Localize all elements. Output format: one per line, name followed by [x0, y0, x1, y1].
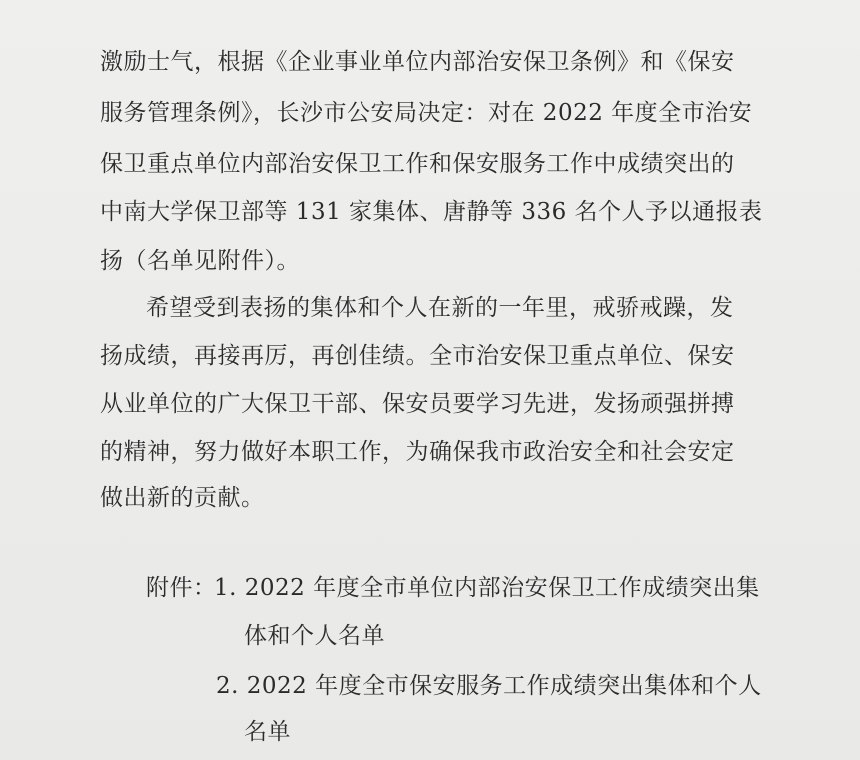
paragraph-1-line-2: 服务管理条例》，长沙市公安局决定：对在 2022 年度全市治安	[100, 100, 753, 126]
attachment-1-line-1: 1. 2022 年度全市单位内部治安保卫工作成绩突出集	[214, 575, 760, 601]
paragraph-2-line-1: 希望受到表扬的集体和个人在新的一年里，戒骄戒躁，发	[146, 295, 734, 321]
paragraph-1-line-4: 中南大学保卫部等 131 家集体、唐静等 336 名个人予以通报表	[100, 199, 763, 225]
attachment-2-line-1: 2. 2022 年度全市保安服务工作成绩突出集体和个人	[216, 673, 762, 699]
paragraph-2-line-4: 的精神，努力做好本职工作，为确保我市政治安全和社会安定	[100, 439, 735, 465]
attachments-label: 附件：	[146, 575, 217, 601]
paragraph-2-line-2: 扬成绩，再接再厉，再创佳绩。全市治安保卫重点单位、保安	[100, 343, 735, 369]
attachment-1-line-2: 体和个人名单	[244, 623, 385, 649]
paragraph-2-line-3: 从业单位的广大保卫干部、保安员要学习先进，发扬顽强拼搏	[100, 391, 735, 417]
paragraph-1-line-1: 激励士气，根据《企业事业单位内部治安保卫条例》和《保安	[100, 49, 735, 75]
paragraph-2-line-5: 做出新的贡献。	[100, 485, 265, 511]
paragraph-1-line-5: 扬（名单见附件）。	[100, 248, 300, 274]
paragraph-1-line-3: 保卫重点单位内部治安保卫工作和保安服务工作中成绩突出的	[100, 151, 735, 177]
attachment-2-line-2: 名单	[244, 719, 291, 745]
